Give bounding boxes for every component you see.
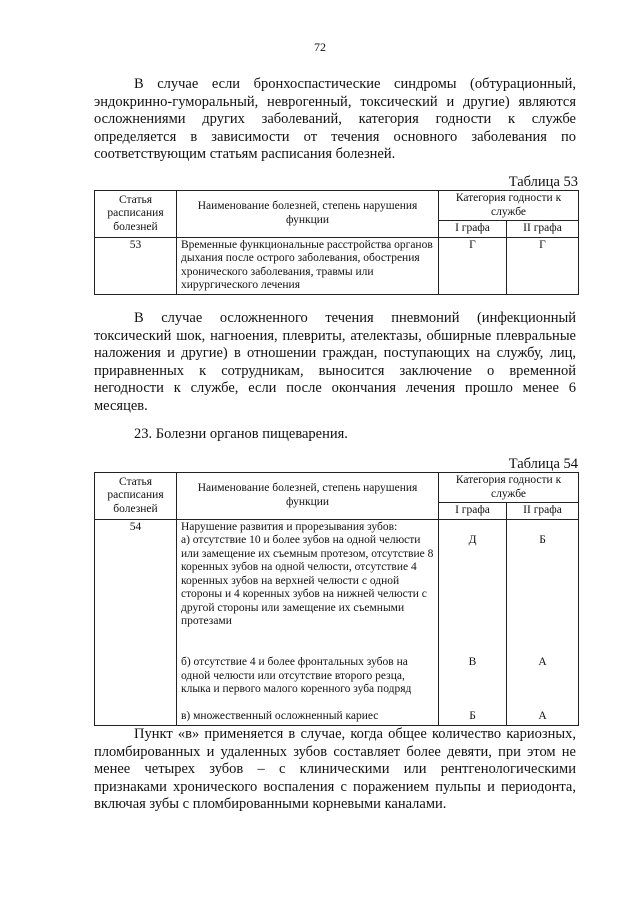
table-54-text-cell <box>177 519 439 725</box>
table-54-item-b-g1: В <box>468 656 477 668</box>
table-53-header-article: Статья расписания болезней <box>95 191 177 238</box>
table-53-g2-cell: Г <box>507 237 579 294</box>
table-53-header-category: Категория годности к службе <box>439 191 579 221</box>
table-54-item-b-g2: А <box>538 656 547 668</box>
table-54-item-c-g2: А <box>538 710 547 722</box>
table-54-item-b: б) отсутствие 4 и более фронтальных зубов на одной челюсти или отсутствие второго резца, клыка и первого малого коренного зуба подряд <box>181 656 412 695</box>
table-54-g1-cell <box>439 519 507 725</box>
page-number: 72 <box>314 40 326 54</box>
table-53-caption: Таблица 53 <box>508 174 578 190</box>
table-54-header-category: Категория годности к службе <box>439 473 579 503</box>
table-53-header-col1: I графа <box>439 221 507 238</box>
table-54-caption: Таблица 54 <box>508 456 578 472</box>
table-54-header-article: Статья расписания болезней <box>95 473 177 520</box>
table-53-g1-cell: Г <box>439 237 507 294</box>
table-54-item-a-g2: Б <box>539 534 546 546</box>
table-54-header-name: Наименование болезней, степень нарушения функции <box>177 473 439 520</box>
table-54-item-c: в) множественный осложненный кариес <box>181 710 379 722</box>
table-54-item-c-g1: Б <box>469 710 476 722</box>
table-54-article-cell: 54 <box>95 519 177 725</box>
table-54-g2-cell <box>507 519 579 725</box>
paragraph-caries: Пункт «в» применяется в случае, когда общее количество кариозных, пломбированных и удаленных зубов составляет более девяти, при этом не менее четырех зубов – с клиническими или рентгенологическими признаками хронического воспаления с поражением пульпы и периодонта, включая зубы с пломбированными корневыми каналами. <box>94 726 576 812</box>
table-54-header-col1: I графа <box>439 503 507 520</box>
table-row <box>95 519 579 725</box>
paragraph-bronchospastic: В случае если бронхоспастические синдромы (обтурационный, эндокринно-гуморальный, неврогенный, токсический и другие) являются осложнениями других заболеваний, категория годности к службе определяется в зависимости от течения основного заболевания по соответствующим статьям расписания болезней. <box>94 76 576 162</box>
table-row <box>95 237 579 294</box>
table-54-item-a-g1: Д <box>468 534 477 546</box>
table-53-article-cell: 53 <box>95 237 177 294</box>
table-53-header-col2: II графа <box>507 221 579 238</box>
paragraph-pneumonia: В случае осложненного течения пневмоний (инфекционный токсический шок, нагноения, плевриты, ателектазы, обширные плевральные наложения и другие) в отношении граждан, поступающих на службу, лиц, приравненных к сотрудникам, выносится заключение о временной негодности к службе, если после окончания лечения прошло менее 6 месяцев. <box>94 310 576 414</box>
table-54-item-a: а) отсутствие 10 и более зубов на одной челюсти или замещение их съемным протезом, отсутствие 8 коренных зубов на одной челюсти, отсутствие 4 коренных зубов на верхней челюсти с одной стороны и 4 коренных зубов на нижней челюсти с другой стороны или замещение их съемными протезами <box>181 534 434 627</box>
table-54-header-col2: II графа <box>507 503 579 520</box>
table-53-header-name: Наименование болезней, степень нарушения функции <box>177 191 439 238</box>
table-53 <box>94 190 579 295</box>
section-heading: 23. Болезни органов пищеварения. <box>134 426 348 442</box>
table-53-text-cell: Временные функциональные расстройства органов дыхания после острого заболевания, обострения хронического заболевания, травмы или хирургического лечения <box>177 237 439 294</box>
table-54 <box>94 472 579 726</box>
table-54-intro: Нарушение развития и прорезывания зубов: <box>181 520 398 533</box>
